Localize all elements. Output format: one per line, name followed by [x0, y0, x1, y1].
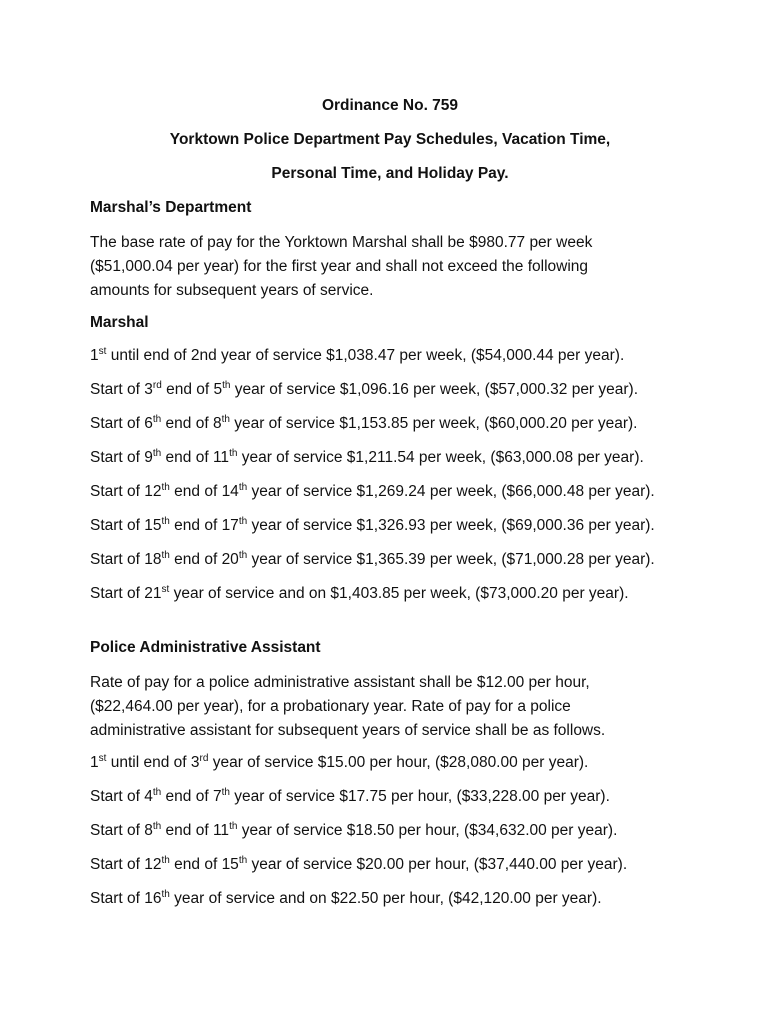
- marshal-pay-row: Start of 9th end of 11th year of service $1,211.54 per week, ($63,000.08 per year).: [90, 448, 644, 466]
- document-page: [90, 96, 690, 923]
- marshal-intro-line: ($51,000.04 per year) for the first year and shall not exceed the following: [90, 258, 589, 275]
- marshal-pay-row: Start of 6th end of 8th year of service $1,153.85 per week, ($60,000.20 per year).: [90, 414, 638, 432]
- marshal-pay-row: Start of 3rd end of 5th year of service $1,096.16 per week, ($57,000.32 per year).: [90, 380, 639, 398]
- admin-pay-row: Start of 16th year of service and on $22.50 per hour, ($42,120.00 per year).: [90, 889, 602, 907]
- marshals-department-heading: Marshal’s Department: [90, 199, 252, 216]
- marshal-pay-row: Start of 15th end of 17th year of service $1,326.93 per week, ($69,000.36 per year).: [90, 516, 655, 534]
- marshal-pay-row: Start of 21st year of service and on $1,403.85 per week, ($73,000.20 per year).: [90, 584, 629, 602]
- admin-pay-row: 1st until end of 3rd year of service $15.00 per hour, ($28,080.00 per year).: [90, 753, 589, 771]
- admin-intro-line: ($22,464.00 per year), for a probationary year. Rate of pay for a police: [90, 698, 571, 715]
- admin-assistant-intro-paragraph: [90, 671, 690, 743]
- marshal-subheading: Marshal: [90, 314, 149, 331]
- admin-assistant-heading: Police Administrative Assistant: [90, 639, 321, 656]
- admin-pay-row: Start of 12th end of 15th year of service $20.00 per hour, ($37,440.00 per year).: [90, 855, 628, 873]
- marshal-intro-paragraph: [90, 231, 690, 303]
- marshal-intro-line: The base rate of pay for the Yorktown Marshal shall be $980.77 per week: [90, 234, 593, 251]
- admin-pay-row: Start of 4th end of 7th year of service $17.75 per hour, ($33,228.00 per year).: [90, 787, 610, 805]
- marshal-pay-row: Start of 12th end of 14th year of service $1,269.24 per week, ($66,000.48 per year).: [90, 482, 655, 500]
- admin-intro-line: Rate of pay for a police administrative assistant shall be $12.00 per hour,: [90, 674, 590, 691]
- marshal-pay-row: Start of 18th end of 20th year of service $1,365.39 per week, ($71,000.28 per year).: [90, 550, 655, 568]
- marshal-pay-row: 1st until end of 2nd year of service $1,038.47 per week, ($54,000.44 per year).: [90, 346, 625, 364]
- admin-pay-row: Start of 8th end of 11th year of service $18.50 per hour, ($34,632.00 per year).: [90, 821, 618, 839]
- ordinance-title-line-1: Yorktown Police Department Pay Schedules, Vacation Time,: [169, 131, 611, 148]
- admin-intro-line: administrative assistant for subsequent years of service shall be as follows.: [90, 722, 606, 739]
- marshal-intro-line: amounts for subsequent years of service.: [90, 282, 374, 299]
- ordinance-number: Ordinance No. 759: [321, 97, 459, 114]
- ordinance-title-line-2: Personal Time, and Holiday Pay.: [271, 165, 509, 182]
- section-spacer: [90, 618, 690, 638]
